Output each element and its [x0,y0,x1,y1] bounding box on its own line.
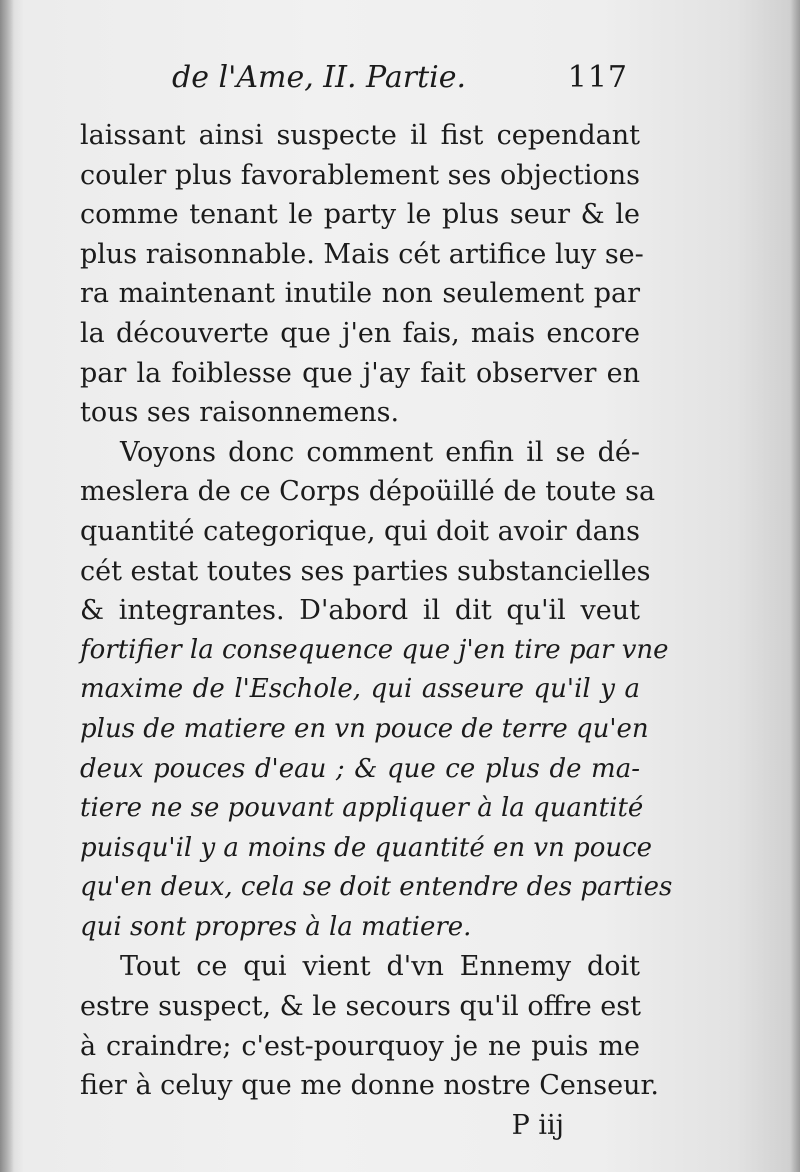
text-line: la découverte que j'en fais, mais encore [80,317,640,349]
page-number: 117 [567,60,628,95]
text-line: fier à celuy que me donne nostre Censeur. [80,1070,659,1102]
text-line: meslera de ce Corps dépoüillé de toute sa [80,476,656,508]
text-line: plus raisonnable. Mais cét artifice luy se- [80,238,644,270]
text-line: Tout ce qui vient d'vn Ennemy doit [120,951,640,983]
text-line: ra maintenant inutile non seulement par [80,278,640,310]
text-line: Voyons donc comment enfin il se dé- [120,436,640,468]
italic-text-line: tiere ne se pouvant appliquer à la quantité [80,793,644,824]
italic-text-line: maxime de l'Eschole, qui asseure qu'il y a [80,674,640,705]
text-line: par la foiblesse que j'ay fait observer en [80,357,640,389]
running-header [80,60,640,116]
signature-mark: P iij [511,1109,564,1141]
text-line: quantité categorique, qui doit avoir dans [80,515,640,547]
italic-text-line: fortifier la consequence que j'en tire par vne [80,634,669,665]
text-block [80,60,673,1146]
text-line: estre suspect, & le secours qu'il offre est [80,991,641,1023]
page-left-edge-shadow [0,0,14,1172]
text-line: cét estat toutes ses parties substancielles [80,555,651,587]
italic-text-line: plus de matiere en vn pouce de terre qu'en [80,713,649,744]
italic-text-line: qui sont propres à la matiere. [80,911,472,942]
page-right-edge-shadow [790,0,800,1172]
text-line: à craindre; c'est-pourquoy je ne puis me [80,1030,640,1062]
running-title: de l'Ame, II. Partie. [172,60,467,95]
text-line: & integrantes. D'abord il dit qu'il veut [80,595,640,627]
italic-text-line: deux pouces d'eau ; & que ce plus de ma- [80,753,640,784]
italic-text-line: qu'en deux, cela se doit entendre des parties [80,872,673,903]
text-line: tous ses raisonnemens. [80,397,400,429]
text-line: comme tenant le party le plus seur & le [80,199,640,231]
text-line: laissant ainsi suspecte il fist cependant [80,120,640,151]
italic-text-line: puisqu'il y a moins de quantité en vn pouce [80,832,653,863]
text-line: couler plus favorablement ses objections [80,159,640,191]
